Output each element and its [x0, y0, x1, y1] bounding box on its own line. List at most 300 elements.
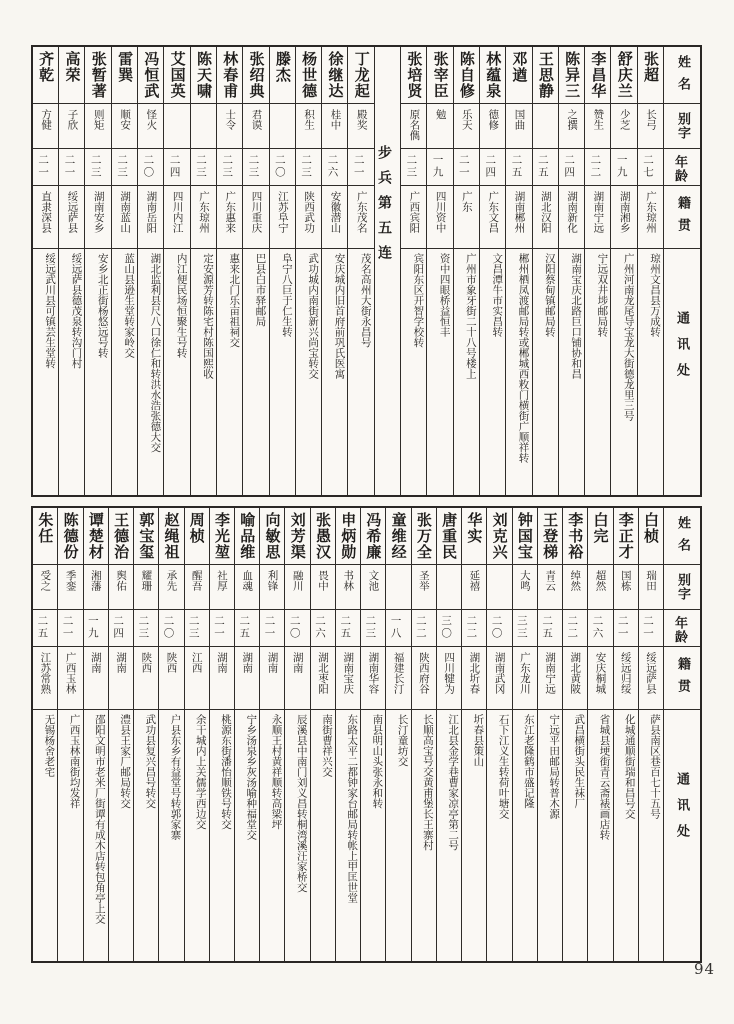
address-cell: 汉阳蔡甸镇邮局转	[543, 253, 556, 337]
address-cell: 湖北监利县尺八口徐仁和转洪水浩张德大交	[149, 253, 162, 453]
courtesy-cell: 怪火	[138, 104, 163, 149]
courtesy-cell: 君谟	[243, 104, 268, 149]
address-cell: 户县东乡有益堂号转郭家寨	[169, 714, 182, 840]
age-cell: 二三	[296, 149, 321, 186]
age-cell: 二〇	[285, 610, 309, 647]
native-cell: 广西玉林	[58, 647, 82, 710]
name-cell: 冯希廉	[361, 508, 385, 565]
age-cell: 二一	[348, 149, 373, 186]
native-cell: 四川重庆	[243, 186, 268, 249]
age-cell: 二四	[164, 149, 189, 186]
name-cell: 徐继达	[322, 47, 347, 104]
person-column	[83, 508, 108, 961]
person-column	[562, 508, 587, 961]
age-cell: 二六	[311, 610, 335, 647]
age-cell: 二三	[134, 610, 158, 647]
name-cell: 齐乾	[33, 47, 58, 104]
name-cell: 雷巽	[112, 47, 137, 104]
courtesy-cell: 方健	[33, 104, 58, 149]
row-header-courtesy: 别字	[664, 565, 700, 610]
age-cell: 二五	[538, 610, 562, 647]
native-cell: 湖南	[235, 647, 259, 710]
courtesy-cell: 积生	[296, 104, 321, 149]
address-cell: 石下江义生转荷叶塘交	[497, 714, 510, 819]
name-cell: 丁龙起	[348, 47, 373, 104]
person-column	[587, 508, 612, 961]
age-cell: 二三	[361, 610, 385, 647]
name-cell: 赵绳祖	[159, 508, 183, 565]
person-column	[33, 508, 57, 961]
age-cell: 二二	[563, 610, 587, 647]
address-cell: 宁乡汤泉乡灰汤喻种福堂交	[245, 714, 258, 840]
courtesy-cell: 瑞田	[639, 565, 663, 610]
name-cell: 陈自修	[454, 47, 479, 104]
native-cell: 陕西府谷	[412, 647, 436, 710]
courtesy-cell: 受之	[33, 565, 57, 610]
name-cell: 张暂著	[85, 47, 110, 104]
age-cell: 二三	[112, 149, 137, 186]
address-cell: 邵阳文明市老米厂街谭有成木店转包角亭上交	[93, 714, 106, 924]
row-header-native: 籍贯	[664, 186, 700, 249]
name-cell: 朱任	[33, 508, 57, 565]
address-cell: 无锡杨舍老宅	[43, 714, 56, 777]
address-cell: 巴县白市驿邮局	[254, 253, 267, 327]
age-cell: 二二	[585, 149, 610, 186]
native-cell: 湖北汉阳	[533, 186, 558, 249]
courtesy-cell: 青云	[538, 565, 562, 610]
person-column	[436, 508, 461, 961]
address-cell: 武功县复兴昌号转交	[144, 714, 157, 809]
native-cell: 湖南武冈	[487, 647, 511, 710]
person-column	[284, 508, 309, 961]
name-cell: 童维经	[386, 508, 410, 565]
top-roster-table	[31, 45, 702, 497]
row-header-courtesy: 别字	[664, 104, 700, 149]
address-cell: 东江老隆鹤市盛记隆	[522, 714, 535, 809]
person-column	[190, 47, 216, 495]
native-cell: 湖北枣阳	[311, 647, 335, 710]
courtesy-cell	[487, 565, 511, 610]
courtesy-cell: 承先	[159, 565, 183, 610]
address-cell: 长顺高宝号交黄甫堡长王寨村	[421, 714, 434, 851]
age-cell: 二七	[638, 149, 663, 186]
courtesy-cell: 原名儁	[401, 104, 426, 149]
address-cell: 澧县王家厂邮局转交	[119, 714, 132, 809]
courtesy-cell: 利锋	[260, 565, 284, 610]
person-column	[295, 47, 321, 495]
native-cell: 湖南华容	[361, 647, 385, 710]
person-column	[347, 47, 373, 495]
native-cell: 湖南郴州	[506, 186, 531, 249]
person-column	[385, 508, 410, 961]
age-cell: 三三	[513, 610, 537, 647]
address-cell: 省城县埂街青云斋裱画店转	[598, 714, 611, 840]
age-cell: 二四	[480, 149, 505, 186]
native-cell: 湖南	[210, 647, 234, 710]
section-label: 步兵第五连	[376, 145, 393, 270]
age-cell: 二四	[109, 610, 133, 647]
row-header-age: 年龄	[664, 610, 700, 647]
native-cell: 广西宾阳	[401, 186, 426, 249]
person-column	[637, 47, 663, 495]
name-cell: 滕杰	[270, 47, 295, 104]
row-header-address: 通讯处	[674, 772, 689, 850]
age-cell: 二三	[217, 149, 242, 186]
address-cell: 武昌横街头民生袜厂	[573, 714, 586, 809]
native-cell: 四川内江	[164, 186, 189, 249]
name-cell: 李昌华	[585, 47, 610, 104]
name-cell: 张万全	[412, 508, 436, 565]
address-cell: 萨县南区巷百七十五号	[649, 714, 661, 819]
name-cell: 邓遒	[506, 47, 531, 104]
courtesy-cell: 舆佑	[109, 565, 133, 610]
person-column	[58, 47, 84, 495]
person-column	[269, 47, 295, 495]
native-cell: 安徽潜山	[322, 186, 347, 249]
courtesy-cell	[191, 104, 216, 149]
courtesy-cell: 子欣	[59, 104, 84, 149]
person-column	[33, 47, 58, 495]
age-cell: 二三	[191, 149, 216, 186]
native-cell: 湖南湘乡	[611, 186, 636, 249]
courtesy-cell: 大鸣	[513, 565, 537, 610]
address-cell: 绥远萨县德茂泉转沟门村	[70, 253, 83, 369]
person-column	[242, 47, 268, 495]
age-cell: 二三	[243, 149, 268, 186]
courtesy-cell: 长弓	[638, 104, 663, 149]
person-column	[426, 47, 452, 495]
name-cell: 李光堃	[210, 508, 234, 565]
age-cell: 二三	[85, 149, 110, 186]
address-cell: 长汀童坊交	[396, 714, 409, 767]
name-cell: 杨世德	[296, 47, 321, 104]
address-cell: 桃源东街潘怡顺铁号转交	[220, 714, 233, 830]
name-cell: 谭楚材	[84, 508, 108, 565]
address-cell: 郴州栖凤渡邮局转或郴城西敉门横街广顺祥转	[517, 253, 530, 463]
courtesy-cell: 士令	[217, 104, 242, 149]
name-cell: 李书裕	[563, 508, 587, 565]
address-cell: 圻春县策山	[472, 714, 485, 767]
native-cell: 江苏阜宁	[270, 186, 295, 249]
native-cell: 湖南	[260, 647, 284, 710]
courtesy-cell	[386, 565, 410, 610]
address-cell: 阜宁八巨于仁生转	[280, 253, 293, 337]
name-cell: 张宰臣	[427, 47, 452, 104]
name-cell: 喻品维	[235, 508, 259, 565]
age-cell: 二五	[336, 610, 360, 647]
courtesy-cell: 国栋	[614, 565, 638, 610]
native-cell: 湖南	[285, 647, 309, 710]
address-cell: 绥远武川县可镇芸生堂转	[44, 253, 57, 369]
address-cell: 广州河南龙尾导宝龙大街德龙里三号	[622, 253, 635, 421]
courtesy-cell: 文池	[361, 565, 385, 610]
courtesy-cell: 季銮	[58, 565, 82, 610]
person-column	[453, 47, 479, 495]
address-cell: 宁远平田邮局转普木源	[548, 714, 561, 819]
native-cell: 陕西	[159, 647, 183, 710]
native-cell: 陕西武功	[296, 186, 321, 249]
native-cell: 湖南岳阳	[138, 186, 163, 249]
age-cell: 二一	[210, 610, 234, 647]
native-cell: 广东琼州	[191, 186, 216, 249]
row-header-column	[663, 47, 700, 495]
courtesy-cell: 德修	[480, 104, 505, 149]
name-cell: 唐重民	[437, 508, 461, 565]
courtesy-cell: 血魂	[235, 565, 259, 610]
person-column	[216, 47, 242, 495]
native-cell: 直隶深县	[33, 186, 58, 249]
person-column	[84, 47, 110, 495]
name-cell: 刘芳渠	[285, 508, 309, 565]
courtesy-cell: 醒吾	[185, 565, 209, 610]
native-cell: 广东琼州	[638, 186, 663, 249]
age-cell: 二一	[33, 149, 58, 186]
age-cell: 二一	[614, 610, 638, 647]
address-cell: 辰溪县中南门刘义昌转桐湾溪汪家桥交	[295, 714, 308, 893]
native-cell: 广东茂名	[348, 186, 373, 249]
name-cell: 张绍典	[243, 47, 268, 104]
age-cell: 二五	[33, 610, 57, 647]
name-cell: 陈德份	[58, 508, 82, 565]
native-cell: 湖北圻春	[462, 647, 486, 710]
native-cell: 绥远归绥	[614, 647, 638, 710]
age-cell: 二一	[260, 610, 284, 647]
address-cell: 茂名高州大街永昌号	[359, 253, 372, 348]
courtesy-cell: 融川	[285, 565, 309, 610]
person-column	[259, 508, 284, 961]
age-cell: 二二	[462, 610, 486, 647]
age-cell: 一九	[427, 149, 452, 186]
name-cell: 张超	[638, 47, 663, 104]
courtesy-cell: 则矩	[85, 104, 110, 149]
person-column	[163, 47, 189, 495]
name-cell: 王德治	[109, 508, 133, 565]
courtesy-cell: 国曲	[506, 104, 531, 149]
name-cell: 舒庆兰	[611, 47, 636, 104]
courtesy-cell	[270, 104, 295, 149]
name-cell: 申炳勋	[336, 508, 360, 565]
address-cell: 蓝山县逊生堂转家岭交	[123, 253, 136, 358]
age-cell: 二五	[506, 149, 531, 186]
row-header-address: 通讯处	[674, 311, 689, 389]
person-column	[321, 47, 347, 495]
bottom-roster-table	[31, 506, 702, 963]
name-cell: 郭宝玺	[134, 508, 158, 565]
courtesy-cell: 之撰	[559, 104, 584, 149]
courtesy-cell: 湘藩	[84, 565, 108, 610]
native-cell: 江西	[185, 647, 209, 710]
courtesy-cell: 绰然	[563, 565, 587, 610]
courtesy-cell: 畏中	[311, 565, 335, 610]
person-column	[209, 508, 234, 961]
age-cell: 二一	[639, 610, 663, 647]
native-cell: 安庆桐城	[588, 647, 612, 710]
age-cell: 二五	[533, 149, 558, 186]
courtesy-cell: 顺安	[112, 104, 137, 149]
person-column	[479, 47, 505, 495]
address-cell: 东路太平二都钟家台邮局转帐上甲匡世堂	[346, 714, 359, 903]
address-cell: 广西玉林南街均发祥	[68, 714, 81, 809]
native-cell: 湖南安乡	[85, 186, 110, 249]
native-cell: 四川犍为	[437, 647, 461, 710]
name-cell: 冯恒武	[138, 47, 163, 104]
person-column	[584, 47, 610, 495]
person-column	[512, 508, 537, 961]
native-cell: 福建长汀	[386, 647, 410, 710]
age-cell: 一八	[386, 610, 410, 647]
name-cell: 林蕴泉	[480, 47, 505, 104]
native-cell: 湖北黄陂	[563, 647, 587, 710]
person-column	[558, 47, 584, 495]
person-column	[158, 508, 183, 961]
native-cell: 广东	[454, 186, 479, 249]
section-column	[374, 47, 400, 495]
address-cell: 文昌潭牛市实昌转	[491, 253, 504, 337]
native-cell: 绥远萨县	[639, 647, 663, 710]
person-column	[360, 508, 385, 961]
native-cell: 湖南蓝山	[112, 186, 137, 249]
person-column	[411, 508, 436, 961]
name-cell: 高荣	[59, 47, 84, 104]
age-cell: 二二	[412, 610, 436, 647]
person-column	[537, 508, 562, 961]
name-cell: 陈天啸	[191, 47, 216, 104]
person-column	[234, 508, 259, 961]
age-cell: 二〇	[487, 610, 511, 647]
address-cell: 内江便民场恒聚生号转	[175, 253, 188, 358]
native-cell: 陕西	[134, 647, 158, 710]
address-cell: 江北县金学巷曹家凉亭第二号	[447, 714, 460, 851]
address-cell: 琼州文昌县万成转	[649, 253, 661, 337]
native-cell: 广东惠来	[217, 186, 242, 249]
age-cell: 二三	[401, 149, 426, 186]
name-cell: 陈异三	[559, 47, 584, 104]
age-cell: 一九	[611, 149, 636, 186]
name-cell: 白完	[588, 508, 612, 565]
address-cell: 南街曹祥兴交	[320, 714, 333, 777]
address-cell: 宾阳东区开智学校转	[412, 253, 425, 348]
person-column	[57, 508, 82, 961]
person-column	[400, 47, 426, 495]
courtesy-cell: 乐天	[454, 104, 479, 149]
native-cell: 广东文昌	[480, 186, 505, 249]
age-cell: 二一	[59, 149, 84, 186]
native-cell: 四川资中	[427, 186, 452, 249]
person-column	[610, 47, 636, 495]
name-cell: 华实	[462, 508, 486, 565]
address-cell: 资中四眼桥益恒丰	[438, 253, 451, 337]
address-cell: 定安源芳转陈宅村陈国熙收	[201, 253, 214, 379]
person-column	[532, 47, 558, 495]
name-cell: 钟国宝	[513, 508, 537, 565]
person-column	[111, 47, 137, 495]
courtesy-cell: 勉	[427, 104, 452, 149]
person-column	[638, 508, 663, 961]
courtesy-cell: 耀珊	[134, 565, 158, 610]
courtesy-cell: 书林	[336, 565, 360, 610]
person-column	[486, 508, 511, 961]
row-header-native: 籍贯	[664, 647, 700, 710]
native-cell: 湖南	[109, 647, 133, 710]
age-cell: 二〇	[138, 149, 163, 186]
address-cell: 宁远双井埗邮局转	[596, 253, 609, 337]
person-column	[505, 47, 531, 495]
age-cell: 一九	[84, 610, 108, 647]
name-cell: 林春甫	[217, 47, 242, 104]
name-cell: 向敏思	[260, 508, 284, 565]
courtesy-cell: 殿奖	[348, 104, 373, 149]
courtesy-cell: 赞生	[585, 104, 610, 149]
name-cell: 王登梯	[538, 508, 562, 565]
address-cell: 武功城内南街新兴尚宝转交	[307, 253, 320, 379]
age-cell: 二五	[235, 610, 259, 647]
courtesy-cell: 延禧	[462, 565, 486, 610]
address-cell: 化城通顺街瑞和昌号交	[623, 714, 636, 819]
page-number: 94	[694, 960, 716, 978]
address-cell: 广州市象牙街二十八号楼上	[464, 253, 477, 379]
address-cell: 永顺王村黄祥顺转高梁坪	[270, 714, 283, 830]
address-cell: 安庆城内旧首府前巩氏医寓	[333, 253, 346, 379]
native-cell: 湖南新化	[559, 186, 584, 249]
name-cell: 艾国英	[164, 47, 189, 104]
age-cell: 三〇	[437, 610, 461, 647]
courtesy-cell: 少芝	[611, 104, 636, 149]
courtesy-cell	[533, 104, 558, 149]
row-header-name: 姓名	[664, 47, 700, 104]
address-cell: 湖南宝庆北路巨口铺协和昌	[570, 253, 583, 379]
age-cell: 二三	[185, 610, 209, 647]
courtesy-cell	[164, 104, 189, 149]
address-cell: 安乡北正街杨悠远号转	[96, 253, 109, 358]
row-header-column	[663, 508, 700, 961]
row-header-name: 姓名	[664, 508, 700, 565]
person-column	[310, 508, 335, 961]
age-cell: 二四	[559, 149, 584, 186]
person-column	[108, 508, 133, 961]
courtesy-cell	[437, 565, 461, 610]
person-column	[137, 47, 163, 495]
age-cell: 二六	[588, 610, 612, 647]
name-cell: 李正才	[614, 508, 638, 565]
age-cell: 二〇	[270, 149, 295, 186]
native-cell: 广东龙川	[513, 647, 537, 710]
name-cell: 张愚汉	[311, 508, 335, 565]
person-column	[184, 508, 209, 961]
name-cell: 张培贤	[401, 47, 426, 104]
courtesy-cell: 圣举	[412, 565, 436, 610]
person-column	[461, 508, 486, 961]
name-cell: 王思静	[533, 47, 558, 104]
native-cell: 湖南宝庆	[336, 647, 360, 710]
address-cell: 余干城内上关儒学西边交	[194, 714, 207, 830]
courtesy-cell: 社厚	[210, 565, 234, 610]
native-cell: 湖南宁远	[538, 647, 562, 710]
person-column	[335, 508, 360, 961]
native-cell: 江苏常熟	[33, 647, 57, 710]
courtesy-cell: 桂中	[322, 104, 347, 149]
age-cell: 二一	[58, 610, 82, 647]
age-cell: 二六	[322, 149, 347, 186]
courtesy-cell: 超然	[588, 565, 612, 610]
native-cell: 湖南宁远	[585, 186, 610, 249]
address-cell: 惠来北门乐亩祖祠交	[228, 253, 241, 348]
age-cell: 二一	[454, 149, 479, 186]
native-cell: 绥远萨县	[59, 186, 84, 249]
native-cell: 湖南	[84, 647, 108, 710]
name-cell: 周桢	[185, 508, 209, 565]
row-header-age: 年龄	[664, 149, 700, 186]
person-column	[133, 508, 158, 961]
